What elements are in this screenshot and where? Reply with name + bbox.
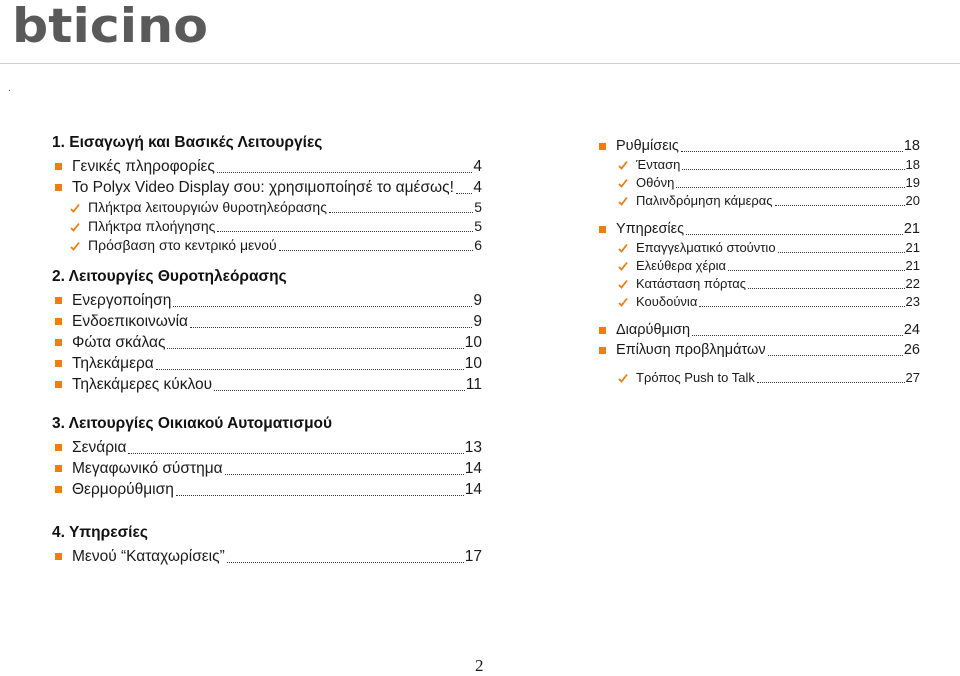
toc-entry-page: 5 xyxy=(474,199,482,215)
section-title: 4. Υπηρεσίες xyxy=(52,524,148,541)
toc-entry-label: Ρυθμίσεις xyxy=(616,138,679,154)
toc-entry-page: 22 xyxy=(905,276,920,291)
orange-square-bullet-icon xyxy=(55,381,62,388)
toc-entry xyxy=(596,340,920,360)
toc-entry-label: Οθόνη xyxy=(636,175,675,190)
dot-leader xyxy=(156,369,464,370)
toc-entry-label: Ενδοεπικοινωνία xyxy=(72,313,189,330)
check-mark-icon xyxy=(70,203,80,213)
toc-entry-page: 21 xyxy=(905,240,920,255)
dot-leader xyxy=(681,151,903,152)
toc-entry-label: Επίλυση προβλημάτων xyxy=(616,342,766,358)
toc-entry xyxy=(596,136,920,156)
toc-entry-page: 13 xyxy=(464,439,482,456)
toc-entry xyxy=(596,239,920,257)
dot-leader xyxy=(728,270,904,271)
toc-entry-label: Φώτα σκάλας xyxy=(72,334,166,351)
orange-square-bullet-icon xyxy=(599,143,606,150)
toc-entry-label: Γενικές πληροφορίες xyxy=(72,158,215,175)
toc-entry-page: 4 xyxy=(473,158,482,175)
toc-entry-page: 14 xyxy=(464,481,482,498)
check-mark-icon xyxy=(618,196,628,206)
toc-entry-label: Μεγαφωνικό σύστημα xyxy=(72,460,223,477)
toc-entry-label: Πλήκτρα λειτουργιών θυροτηλεόρασης xyxy=(88,199,327,215)
toc-entry xyxy=(52,353,482,374)
toc-entry-page: 9 xyxy=(473,313,482,330)
toc-entry-page: 19 xyxy=(905,175,920,190)
toc-entry-page: 5 xyxy=(474,218,482,234)
orange-square-bullet-icon xyxy=(55,553,62,560)
dot-leader xyxy=(176,495,464,496)
toc-entry-page: 21 xyxy=(905,258,920,273)
toc-entry-label: Ενεργοποίηση xyxy=(72,292,172,309)
toc-entry-label: Πρόσβαση στο κεντρικό μενού xyxy=(88,237,277,253)
orange-square-bullet-icon xyxy=(599,327,606,334)
toc-right-column xyxy=(596,136,920,387)
orange-square-bullet-icon xyxy=(55,318,62,325)
toc-entry-label: Τηλεκάμερες κύκλου xyxy=(72,376,213,393)
dot-leader xyxy=(682,169,904,170)
toc-entry-label: Κουδούνια xyxy=(636,294,698,309)
dot-leader xyxy=(279,250,473,251)
toc-entry-page: 10 xyxy=(464,334,482,351)
dot-leader xyxy=(692,335,903,336)
orange-square-bullet-icon xyxy=(55,163,62,170)
dot-leader xyxy=(190,327,472,328)
toc-entry-label: Επαγγελματικό στούντιο xyxy=(636,240,776,255)
check-mark-icon xyxy=(618,261,628,271)
section-title: 1. Εισαγωγή και Βασικές Λειτουργίες xyxy=(52,134,323,151)
header-divider xyxy=(0,63,960,64)
check-mark-icon xyxy=(618,297,628,307)
orange-square-bullet-icon xyxy=(55,184,62,191)
toc-entry-page: 11 xyxy=(465,376,482,393)
toc-entry xyxy=(52,217,482,236)
toc-entry-page: 6 xyxy=(474,237,482,253)
dot-leader xyxy=(778,252,905,253)
toc-entry-label: Τηλεκάμερα xyxy=(72,355,154,372)
dot-leader xyxy=(173,306,472,307)
top-mark: . xyxy=(8,83,11,94)
toc-entry xyxy=(52,311,482,332)
toc-entry xyxy=(52,290,482,311)
check-mark-icon xyxy=(618,178,628,188)
bticino-logo-text: bticino xyxy=(12,4,208,48)
toc-entry-page: 18 xyxy=(905,157,920,172)
dot-leader xyxy=(329,212,473,213)
dot-leader xyxy=(217,172,472,173)
toc-entry-page: 18 xyxy=(903,138,920,154)
toc-entry-label: Μενού “Καταχωρίσεις” xyxy=(72,548,225,565)
toc-entry xyxy=(596,293,920,311)
orange-square-bullet-icon xyxy=(55,297,62,304)
toc-entry-label: Κατάσταση πόρτας xyxy=(636,276,746,291)
dot-leader xyxy=(676,187,904,188)
toc-entry xyxy=(52,177,482,198)
dot-leader xyxy=(167,348,463,349)
toc-left-column xyxy=(52,130,482,567)
dot-leader xyxy=(217,231,473,232)
check-mark-icon xyxy=(618,373,628,383)
toc-entry-page: 17 xyxy=(464,548,482,565)
dot-leader xyxy=(699,306,904,307)
toc-entry xyxy=(52,479,482,500)
toc-entry-label: Θερμορύθμιση xyxy=(72,481,174,498)
toc-entry xyxy=(52,332,482,353)
toc-entry-page: 21 xyxy=(903,221,920,237)
toc-entry xyxy=(596,219,920,239)
dot-leader xyxy=(225,474,464,475)
toc-entry xyxy=(596,257,920,275)
toc-entry-page: 23 xyxy=(905,294,920,309)
toc-entry-label: Υπηρεσίες xyxy=(616,221,685,237)
orange-square-bullet-icon xyxy=(55,360,62,367)
toc-entry xyxy=(596,320,920,340)
toc-entry xyxy=(52,236,482,255)
bticino-logo xyxy=(12,4,212,48)
toc-entry xyxy=(52,198,482,217)
dot-leader xyxy=(768,355,903,356)
toc-entry xyxy=(596,156,920,174)
toc-entry xyxy=(52,374,482,395)
dot-leader xyxy=(456,193,472,194)
orange-square-bullet-icon xyxy=(55,444,62,451)
orange-square-bullet-icon xyxy=(55,339,62,346)
dot-leader xyxy=(128,453,463,454)
toc-entry-page: 27 xyxy=(905,370,920,385)
orange-square-bullet-icon xyxy=(55,486,62,493)
toc-entry xyxy=(596,174,920,192)
dot-leader xyxy=(748,288,905,289)
section-title: 2. Λειτουργίες Θυροτηλεόρασης xyxy=(52,268,287,285)
toc-entry-page: 10 xyxy=(464,355,482,372)
dot-leader xyxy=(757,382,905,383)
dot-leader xyxy=(686,234,903,235)
toc-entry xyxy=(596,369,920,387)
check-mark-icon xyxy=(70,241,80,251)
toc-entry-label: Πλήκτρα πλοήγησης xyxy=(88,218,216,234)
check-mark-icon xyxy=(618,243,628,253)
page-number: 2 xyxy=(475,656,484,675)
toc-entry xyxy=(52,437,482,458)
check-mark-icon xyxy=(70,222,80,232)
section-title: 3. Λειτουργίες Οικιακού Αυτοματισμού xyxy=(52,415,333,432)
toc-entry-label: Διαρύθμιση xyxy=(616,322,691,338)
toc-entry xyxy=(596,192,920,210)
dot-leader xyxy=(214,390,465,391)
dot-leader xyxy=(227,562,464,563)
dot-leader xyxy=(775,205,905,206)
orange-square-bullet-icon xyxy=(599,347,606,354)
toc-entry-label: Παλινδρόμηση κάμερας xyxy=(636,193,773,208)
check-mark-icon xyxy=(618,160,628,170)
toc-entry-page: 4 xyxy=(473,179,482,196)
toc-entry xyxy=(596,275,920,293)
toc-entry xyxy=(52,458,482,479)
toc-entry-label: Ελεύθερα χέρια xyxy=(636,258,727,273)
toc-entry-label: Τρόπος Push to Talk xyxy=(636,370,755,385)
toc-entry xyxy=(52,156,482,177)
toc-entry xyxy=(52,546,482,567)
orange-square-bullet-icon xyxy=(55,465,62,472)
toc-entry-label: To Polyx Video Display σου: χρησιμοποίησέ το αμέσως! xyxy=(72,179,454,196)
toc-entry-page: 20 xyxy=(905,193,920,208)
toc-entry-page: 14 xyxy=(464,460,482,477)
toc-entry-page: 9 xyxy=(473,292,482,309)
orange-square-bullet-icon xyxy=(599,226,606,233)
check-mark-icon xyxy=(618,279,628,289)
toc-entry-page: 26 xyxy=(903,342,920,358)
toc-entry-label: Σενάρια xyxy=(72,439,127,456)
toc-entry-label: Ένταση xyxy=(636,157,681,172)
toc-entry-page: 24 xyxy=(903,322,920,338)
